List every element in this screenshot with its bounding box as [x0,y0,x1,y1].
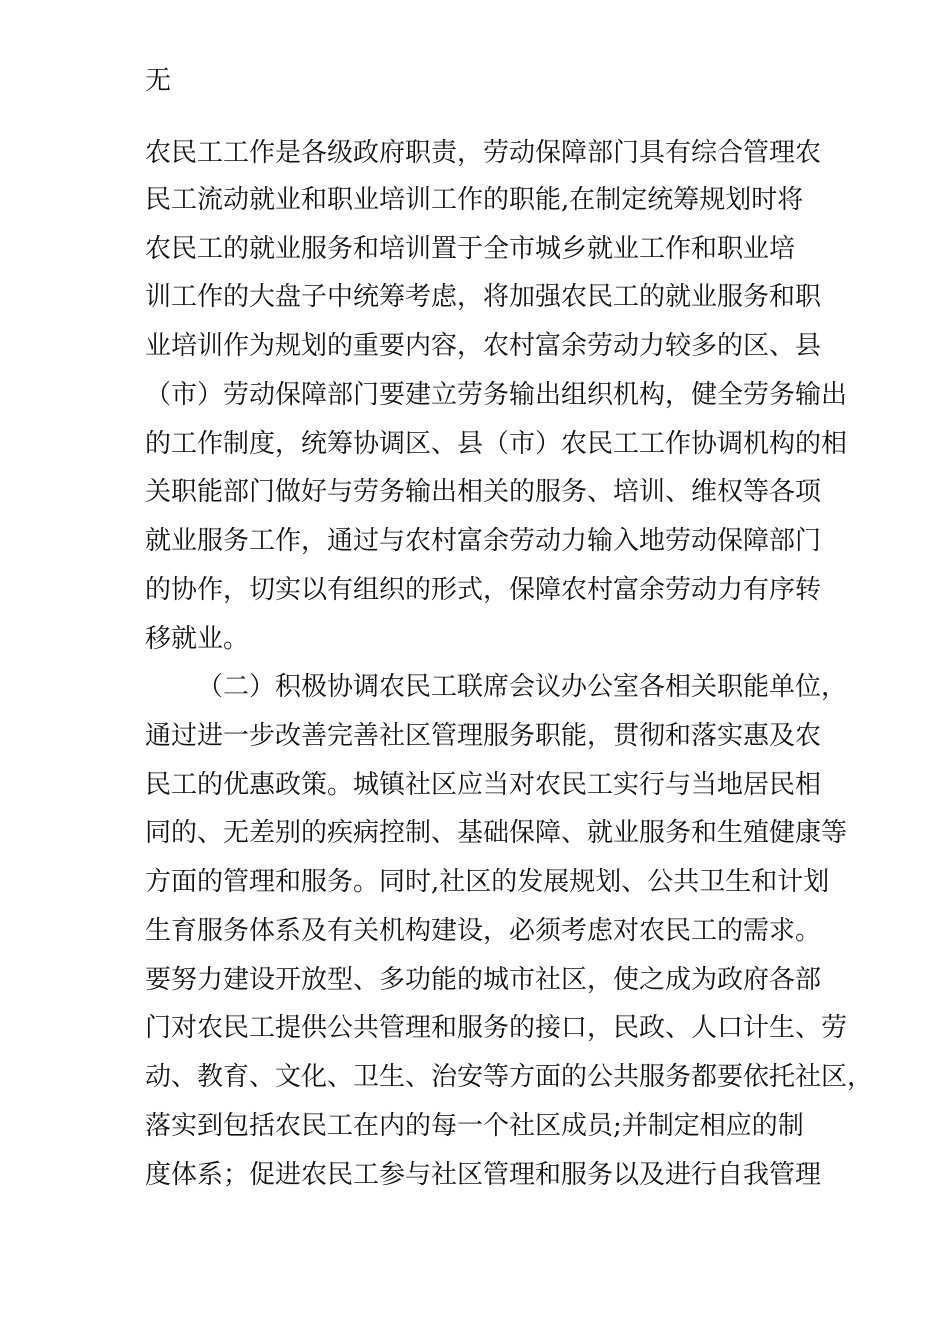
text-line: 民工流动就业和职业培训工作的职能,在制定统筹规划时将 [145,185,804,215]
paragraph-heading-line: （二）积极协调农民工联席会议办公室各相关职能单位， [197,672,848,702]
text-line: 度体系；促进农民工参与社区管理和服务以及进行自我管理 [145,1160,822,1190]
text-line: （市）劳动保障部门要建立劳务输出组织机构，健全劳务输出 [145,380,848,410]
text-line: 农民工工作是各级政府职责，劳动保障部门具有综合管理农 [145,138,822,168]
text-line: 民工的优惠政策。城镇社区应当对农民工实行与当地居民相 [145,770,822,800]
text-line: 落实到包括农民工在内的每一个社区成员;并制定相应的制 [145,1111,804,1141]
text-line: 门对农民工提供公共管理和服务的接口，民政、人口计生、劳 [145,1013,848,1043]
text-line: 业培训作为规划的重要内容，农村富余劳动力较多的区、县 [145,331,822,361]
text-line: 方面的管理和服务。同时,社区的发展规划、公共卫生和计划 [145,867,830,897]
text-line: 训工作的大盘子中统筹考虑，将加强农民工的就业服务和职 [145,282,822,312]
text-line: 就业服务工作，通过与农村富余劳动力输入地劳动保障部门 [145,526,822,556]
text-line: 同的、无差别的疾病控制、基础保障、就业服务和生殖健康等 [145,818,848,848]
text-line: 的协作，切实以有组织的形式，保障农村富余劳动力有序转 [145,575,822,605]
text-line: 移就业。 [145,624,250,654]
text-line: 关职能部门做好与劳务输出相关的服务、培训、维权等各项 [145,477,822,507]
text-line: 的工作制度，统筹协调区、县（市）农民工工作协调机构的相 [145,429,848,459]
text-line: 通过进一步改善完善社区管理服务职能，贯彻和落实惠及农 [145,721,822,751]
text-line: 生育服务体系及有关机构建设，必须考虑对农民工的需求。 [145,916,822,946]
text-line-continuation: 无 [145,66,172,96]
text-line: 要努力建设开放型、多功能的城市社区，使之成为政府各部 [145,965,822,995]
text-line: 动、教育、文化、卫生、治安等方面的公共服务都要依托社区， [145,1062,874,1092]
text-line: 农民工的就业服务和培训置于全市城乡就业工作和职业培 [145,234,796,264]
